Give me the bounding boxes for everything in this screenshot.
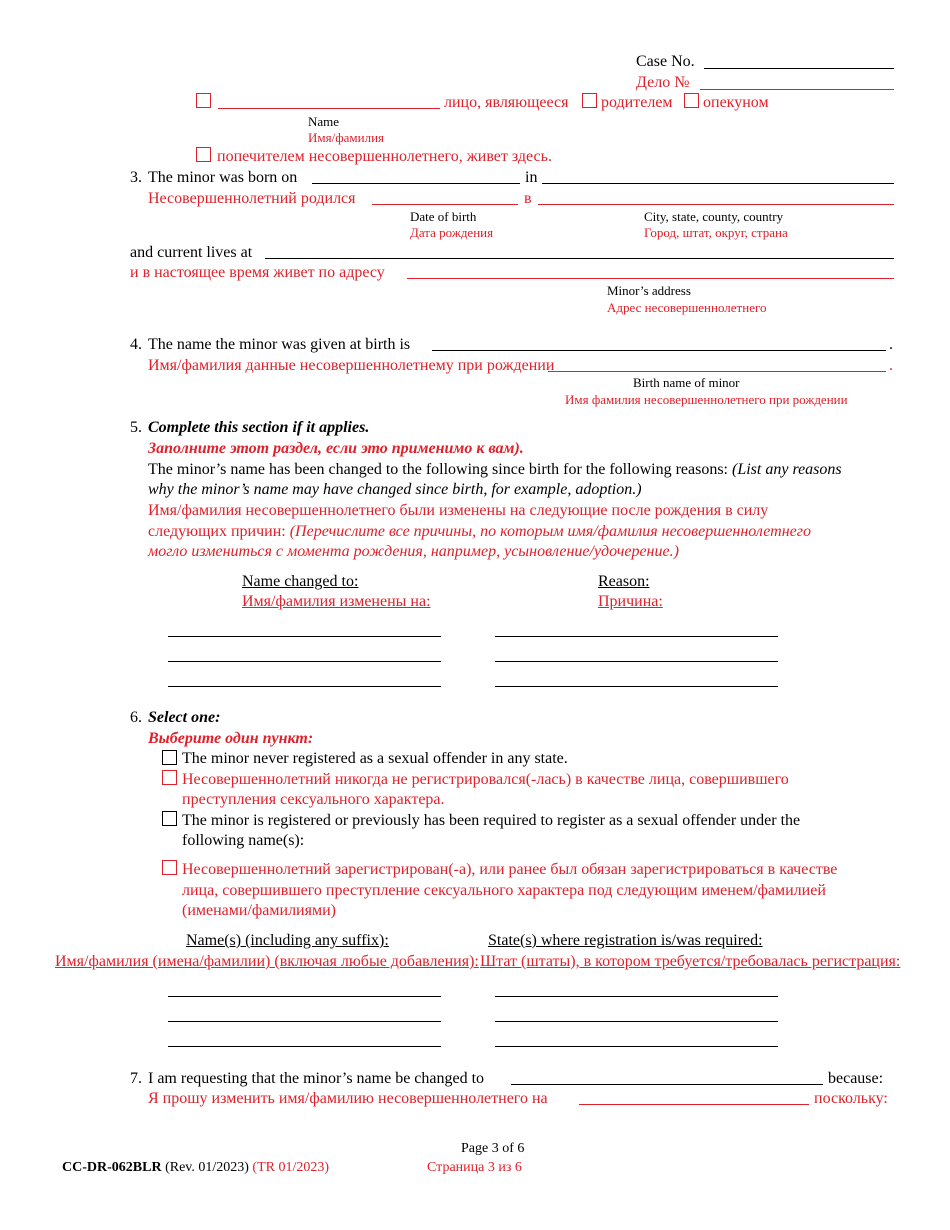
- s5-col-name-header: Name changed to:: [242, 573, 359, 590]
- s4-period-ru: .: [889, 357, 893, 374]
- case-no-field-ru: [700, 89, 894, 90]
- s6-opt2-checkbox[interactable]: [162, 811, 177, 826]
- s7-because: because:: [828, 1070, 884, 1087]
- form-tr: (TR 01/2023): [252, 1160, 330, 1175]
- place-caption-ru: Город, штат, округ, страна: [644, 225, 788, 240]
- s6-opt1: The minor never registered as a sexual offender in any state.: [182, 750, 568, 767]
- s6-state-field-3[interactable]: [495, 1046, 778, 1047]
- s5-line3-ru: Имя/фамилия несовершеннолетнего были изменены на следующие после рождения в силу: [148, 502, 769, 519]
- s5-heading-ru: Заполните этот раздел, если это применимо к вам).: [148, 440, 524, 457]
- birthplace-field-ru: [538, 204, 894, 205]
- s6-name-field-1[interactable]: [168, 996, 441, 997]
- dob-field[interactable]: [312, 183, 520, 184]
- s6-opt1-ru-l2: преступления сексуального характера.: [182, 791, 445, 808]
- s5-line4-ru: следующих причин: (Перечислите все причины, по которым имя/фамилия несовершеннолетнего: [148, 523, 811, 540]
- s6-opt1-ru-l1: Несовершеннолетний никогда не регистрировался(-лась) в качестве лица, совершившего: [182, 771, 789, 788]
- name-caption-ru: Имя/фамилия: [308, 130, 385, 145]
- guardian-label-ru: опекуном: [703, 94, 769, 111]
- s6-number: 6.: [130, 709, 142, 726]
- s5-reason-field-2[interactable]: [495, 661, 778, 662]
- place-caption: City, state, county, country: [644, 209, 784, 224]
- s4-label-ru: Имя/фамилия данные несовершеннолетнему при рождении: [148, 357, 555, 374]
- s6-opt2-ru-l3: (именами/фамилиями): [182, 902, 336, 919]
- dob-caption-ru: Дата рождения: [410, 225, 494, 240]
- parent-checkbox[interactable]: [582, 93, 597, 108]
- s3-number: 3.: [130, 169, 142, 186]
- s5-reason-field-3[interactable]: [495, 686, 778, 687]
- address-field[interactable]: [265, 258, 894, 259]
- form-code: [62, 1160, 329, 1176]
- s6-col-state-header: State(s) where registration is/was required:: [488, 932, 763, 949]
- parent-label-ru: родителем: [601, 94, 673, 111]
- s6-col-name-header: Name(s) (including any suffix):: [186, 932, 389, 949]
- s4-label: The name the minor was given at birth is: [148, 336, 411, 353]
- dob-caption: Date of birth: [410, 209, 477, 224]
- s5-line1: The minor’s name has been changed to the following since birth for the following reasons: (List any reasons: [148, 461, 842, 478]
- address-caption: Minor’s address: [607, 283, 691, 298]
- s5-col-reason-header-ru: Причина:: [598, 593, 663, 610]
- new-name-field[interactable]: [511, 1084, 823, 1085]
- birth-name-field-ru: [548, 371, 886, 372]
- s3-in-label: in: [525, 169, 538, 186]
- s3-in-label-ru: в: [524, 190, 532, 207]
- s5-name-field-3[interactable]: [168, 686, 441, 687]
- s5-reason-field-1[interactable]: [495, 636, 778, 637]
- lives-label: and current lives at: [130, 244, 253, 261]
- birth-name-field[interactable]: [432, 350, 886, 351]
- s7-because-ru: поскольку:: [814, 1090, 888, 1107]
- person-name-field[interactable]: [218, 108, 440, 109]
- custodian-label-ru: попечителем несовершеннолетнего, живет здесь.: [217, 148, 552, 165]
- s7-label-ru: Я прошу изменить имя/фамилию несовершеннолетнего на: [148, 1090, 548, 1107]
- s6-col-state-header-ru: Штат (штаты), в котором требуется/требовалась регистрация:: [480, 953, 901, 970]
- s6-state-field-1[interactable]: [495, 996, 778, 997]
- s4-period: .: [889, 336, 893, 353]
- lives-label-ru: и в настоящее время живет по адресу: [130, 264, 385, 281]
- page-number: Page 3 of 6: [461, 1141, 525, 1156]
- s6-opt2-l1: The minor is registered or previously has been required to register as a sexual offender under the: [182, 812, 801, 829]
- s6-opt1-checkbox-ru[interactable]: [162, 770, 177, 785]
- birth-name-caption-ru: Имя фамилия несовершеннолетнего при рождении: [565, 392, 848, 407]
- dob-field-ru: [372, 204, 518, 205]
- s6-opt2-ru-l2: лица, совершившего преступление сексуального характера под следующим именем/фамилией: [182, 882, 826, 899]
- person-text-ru: лицо, являющееся: [444, 94, 569, 111]
- s5-col-reason-header: Reason:: [598, 573, 650, 590]
- s5-line5-ru: могло измениться с момента рождения, например, усыновление/удочерение.): [148, 543, 679, 560]
- address-caption-ru: Адрес несовершеннолетнего: [607, 300, 767, 315]
- case-no-label-ru: Дело №: [636, 74, 690, 91]
- s6-heading: Select one:: [148, 709, 221, 726]
- s5-name-field-1[interactable]: [168, 636, 441, 637]
- s6-opt2-ru-l1: Несовершеннолетний зарегистрирован(-а), или ранее был обязан зарегистрироваться в качестве: [182, 861, 838, 878]
- new-name-field-ru: [579, 1104, 809, 1105]
- guardian-checkbox[interactable]: [684, 93, 699, 108]
- s5-heading: Complete this section if it applies.: [148, 419, 370, 436]
- person-checkbox[interactable]: [196, 93, 211, 108]
- page-number-ru: Страница 3 из 6: [427, 1160, 522, 1175]
- s7-number: 7.: [130, 1070, 142, 1087]
- s6-name-field-2[interactable]: [168, 1021, 441, 1022]
- s3-born-label: The minor was born on: [148, 169, 298, 186]
- s6-state-field-2[interactable]: [495, 1021, 778, 1022]
- s6-name-field-3[interactable]: [168, 1046, 441, 1047]
- s6-opt2-checkbox-ru[interactable]: [162, 860, 177, 875]
- s4-number: 4.: [130, 336, 142, 353]
- birth-name-caption: Birth name of minor: [633, 375, 740, 390]
- s5-line2: why the minor’s name may have changed since birth, for example, adoption.): [148, 481, 642, 498]
- s5-name-field-2[interactable]: [168, 661, 441, 662]
- s6-heading-ru: Выберите один пункт:: [148, 730, 314, 747]
- s6-opt1-checkbox[interactable]: [162, 750, 177, 765]
- s5-number: 5.: [130, 419, 142, 436]
- case-no-field[interactable]: [704, 68, 894, 69]
- s6-col-name-header-ru: Имя/фамилия (имена/фамилии) (включая любые добавления):: [55, 953, 479, 970]
- form-rev: (Rev. 01/2023): [165, 1160, 249, 1175]
- form-code-id: CC-DR-062BLR: [62, 1160, 162, 1175]
- case-no-label: Case No.: [636, 53, 695, 70]
- name-caption: Name: [308, 114, 340, 129]
- s6-opt2-l2: following name(s):: [182, 832, 305, 849]
- s3-born-label-ru: Несовершеннолетний родился: [148, 190, 356, 207]
- custodian-checkbox[interactable]: [196, 147, 211, 162]
- birthplace-field[interactable]: [542, 183, 894, 184]
- s7-label: I am requesting that the minor’s name be changed to: [148, 1070, 485, 1087]
- s5-col-name-header-ru: Имя/фамилия изменены на:: [242, 593, 431, 610]
- address-field-ru: [407, 278, 894, 279]
